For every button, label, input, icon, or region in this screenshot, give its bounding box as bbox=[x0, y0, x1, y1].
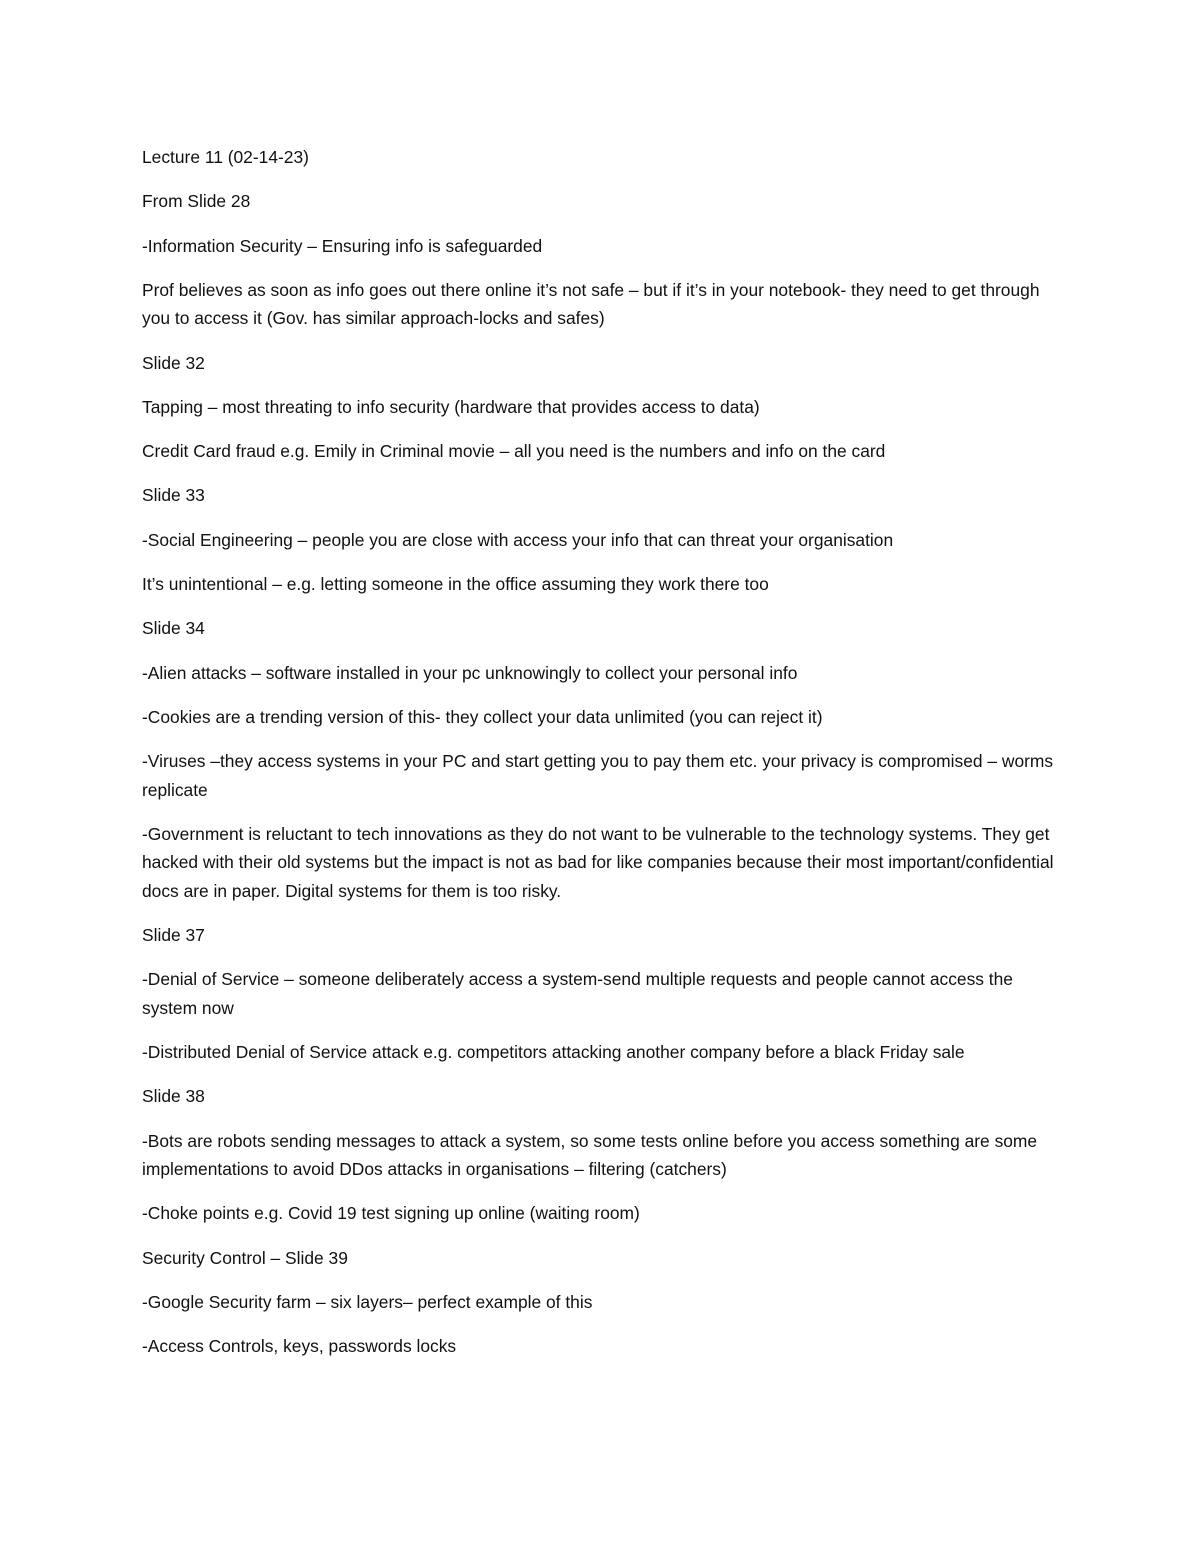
note-credit-card-fraud: Credit Card fraud e.g. Emily in Criminal movie – all you need is the numbers and info on the card bbox=[142, 441, 886, 462]
section-heading-slide-38: Slide 38 bbox=[142, 1086, 205, 1107]
note-cookies: -Cookies are a trending version of this- they collect your data unlimited (you can reject it) bbox=[142, 706, 823, 727]
note-government: -Government is reluctant to tech innovations as they do not want to be vulnerable to the technology systems. They get hacked with their old systems but the impact is not as bad for like companies because their most important/confidential docs are in paper. Digital systems for them is too risky. bbox=[142, 823, 1054, 901]
note-denial-of-service: -Denial of Service – someone deliberately access a system-send multiple requests and people cannot access the system now bbox=[142, 969, 1013, 1018]
note-distributed-denial-of-service: -Distributed Denial of Service attack e.g. competitors attacking another company before a black Friday sale bbox=[142, 1042, 965, 1063]
note-prof-beliefs: Prof believes as soon as info goes out there online it’s not safe – but if it’s in your notebook- they need to get through you to access it (Gov. has similar approach-locks and safes) bbox=[142, 279, 1040, 329]
note-social-engineering: -Social Engineering – people you are close with access your info that can threat your organisation bbox=[142, 529, 894, 550]
note-tapping: Tapping – most threating to info security (hardware that provides access to data) bbox=[142, 396, 760, 417]
section-heading-slide-37: Slide 37 bbox=[142, 925, 205, 946]
note-alien-attacks: -Alien attacks – software installed in your pc unknowingly to collect your personal info bbox=[142, 662, 798, 683]
section-heading-slide-34: Slide 34 bbox=[142, 618, 205, 639]
section-heading-slide-32: Slide 32 bbox=[142, 352, 205, 373]
lecture-heading: Lecture 11 (02-14-23) bbox=[142, 147, 309, 167]
document-body bbox=[142, 143, 1067, 1377]
note-choke-points: -Choke points e.g. Covid 19 test signing up online (waiting room) bbox=[142, 1203, 640, 1224]
section-heading-security-control: Security Control – Slide 39 bbox=[142, 1247, 348, 1268]
note-viruses: -Viruses –they access systems in your PC and start getting you to pay them etc. your privacy is compromised – worms replicate bbox=[142, 751, 1054, 800]
note-unintentional: It’s unintentional – e.g. letting someone in the office assuming they work there too bbox=[142, 574, 769, 595]
note-access-controls: -Access Controls, keys, passwords locks bbox=[142, 1336, 457, 1357]
note-information-security: -Information Security – Ensuring info is safeguarded bbox=[142, 235, 543, 256]
section-heading-slide-28: From Slide 28 bbox=[142, 191, 251, 212]
note-google-security-farm: -Google Security farm – six layers– perfect example of this bbox=[142, 1291, 593, 1312]
section-heading-slide-33: Slide 33 bbox=[142, 485, 205, 506]
note-bots: -Bots are robots sending messages to attack a system, so some tests online before you access something are some implementations to avoid DDos attacks in organisations – filtering (catchers) bbox=[142, 1130, 1038, 1180]
